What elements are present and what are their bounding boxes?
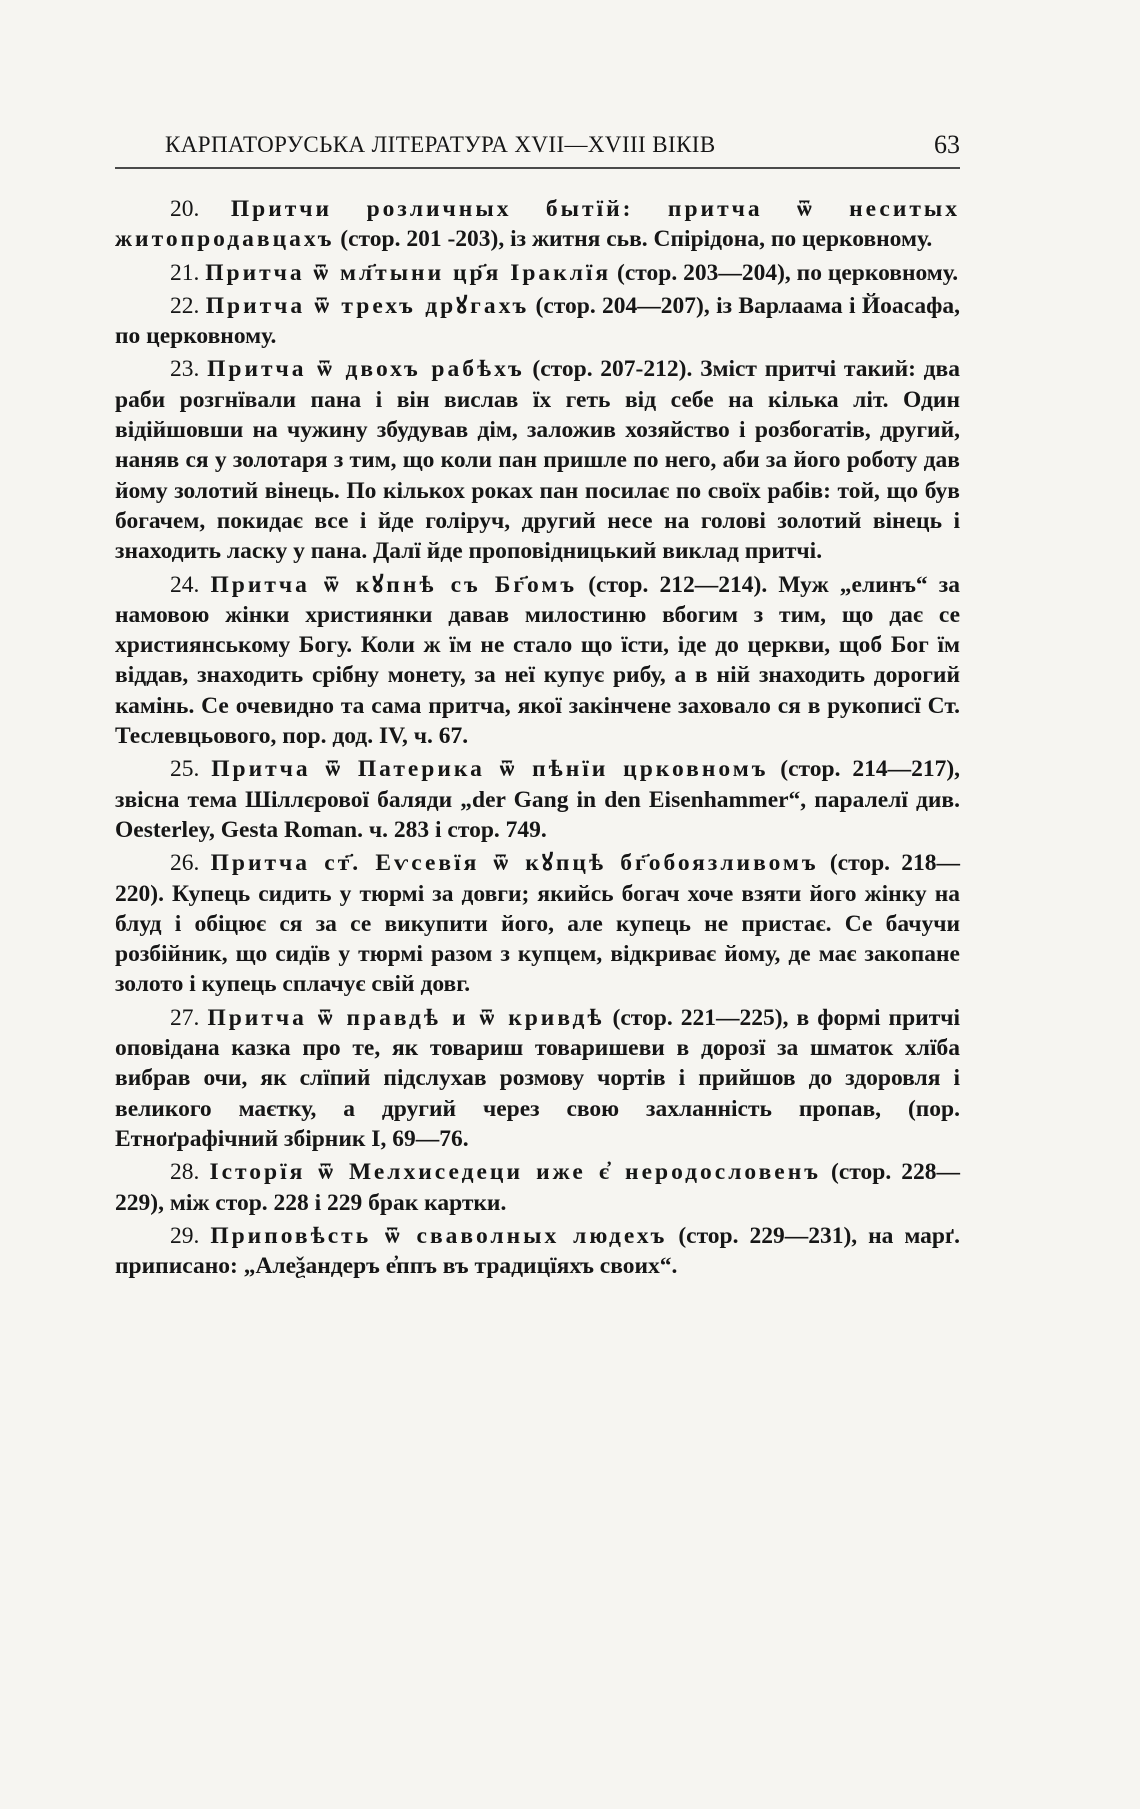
entry-number: 29.	[170, 1222, 200, 1249]
entry-list	[115, 194, 960, 1284]
entry-26	[115, 848, 960, 999]
entry-title: Притча ѿ правдѣ и ѿ кривдѣ	[207, 1004, 605, 1031]
running-header	[165, 120, 960, 162]
entry-27	[115, 1003, 960, 1154]
header-rule	[115, 167, 960, 169]
entry-text: (стор. 229—231), на марґ. приписано: „Алеѯандеръ е҆ппъ въ традицїяхъ своих“.	[115, 1222, 961, 1280]
entry-title: Притча ѿ двохъ рабѣхъ	[207, 356, 525, 383]
entry-number: 24.	[170, 571, 200, 598]
entry-25	[115, 754, 960, 845]
entry-number: 26.	[170, 850, 200, 877]
entry-text: (стор. 214—217), звісна тема Шіллєрової баляди „der Gang in den Eisenhammer“, паралелї див. Oesterley, Gesta Roman. ч. 283 і стор. 749.	[115, 756, 961, 843]
entry-number: 28.	[170, 1159, 200, 1186]
entry-number: 25.	[170, 756, 200, 783]
entry-title: Притча ѿ мл҃тыни цр҃я Іраклїя	[205, 259, 612, 286]
running-title: КАРПАТОРУСЬКА ЛІТЕРАТУРА XVII—XVIII ВІКІВ	[165, 132, 716, 157]
entry-29	[115, 1221, 960, 1282]
entry-title: Притча ѿ Патерика ѿ пѣнїи црковномъ	[211, 756, 769, 783]
entry-title: Притчи розличных бытїй: притча ѿ неситых житопродавцахъ	[115, 196, 960, 253]
entry-text: (стор. 204—207), із Варлаама і Йоасафа, по церковному.	[115, 292, 960, 350]
entry-28	[115, 1157, 960, 1218]
entry-title: Притча ст҃. Еѵсевїя ѿ кꙋпцѣ бг҃обоязливомъ	[210, 850, 819, 877]
entry-text: (стор. 207-212). Зміст притчі такий: два раби розгнївали пана і він вислав їх геть від себе на кілька літ. Один відійшовши на чужину збудував дім, заложив хозяйство і розбогатів, другий, наняв ся у золотаря з тим, що коли пан пришле по него, аби за його роботу дав йому золотий вінець. По кількох роках пан посилає по своїх рабів: той, що був богачем, покидає все і йде голіруч, другий несе на голові золотий вінець і знаходить ласку у пана. Далї йде проповідницький виклад притчі.	[115, 356, 961, 565]
entry-22	[115, 291, 960, 352]
entry-text: (стор. 201 -203), із житня сьв. Спірідона, по церковному.	[340, 226, 933, 253]
entry-number: 23.	[170, 356, 200, 383]
entry-number: 20.	[170, 196, 200, 222]
entry-21	[115, 258, 960, 288]
entry-24	[115, 570, 960, 752]
entry-20	[115, 194, 960, 255]
entry-text: (стор. 203—204), по церковному.	[617, 259, 959, 286]
entry-text: (стор. 228—229), між стор. 228 і 229 брак картки.	[115, 1159, 961, 1216]
page-number: 63	[934, 130, 960, 159]
entry-number: 27.	[170, 1004, 200, 1031]
entry-title: Приповѣсть ѿ сваволных людехъ	[210, 1222, 668, 1249]
entry-number: 21.	[170, 259, 200, 286]
entry-23	[115, 354, 960, 566]
entry-number: 22.	[170, 292, 200, 319]
entry-text: (стор. 218—220). Купець сидить у тюрмі за довги; якийсь богач хоче взяти його жінку на блуд і обіцює ся за се викупити його, але купець не пристає. Се бачучи розбійник, що сидїв у тюрмі разом з купцем, відкриває йому, де має закопане золото і купець сплачує свій довг.	[115, 850, 961, 998]
entry-title: Притча ѿ трехъ дрꙋгахъ	[205, 292, 530, 319]
entry-title: Притча ѿ кꙋпнѣ съ Бг҃омъ	[210, 571, 578, 598]
entry-text: (стор. 221—225), в формі притчі оповідана казка про те, як товариш товаришеви в дорозї за шматок хлїба вибрав очи, як слїпий підслухав розмову чортів і прийшов до здоровля і великого маєтку, а другий через свою захланність пропав, (пор. Етноґрафічний збірник І, 69—76.	[115, 1004, 961, 1152]
entry-title: Історїя ѿ Мелхиседеци иже є҆ неродословенъ	[209, 1159, 821, 1186]
entry-text: (стор. 212—214). Муж „елинъ“ за намовою жінки християнки давав милостиню вбогим з тим, що дає се християнському Богу. Коли ж їм не стало що їсти, іде до церкви, щоб Бог їм віддав, знаходить срібну монету, за неї купує рибу, а в ній знаходить дорогий камінь. Се очевидно та сама притча, якої закінчене заховало ся в рукописї Ст. Теслевцьового, пор. дод. IV, ч. 67.	[115, 571, 960, 750]
